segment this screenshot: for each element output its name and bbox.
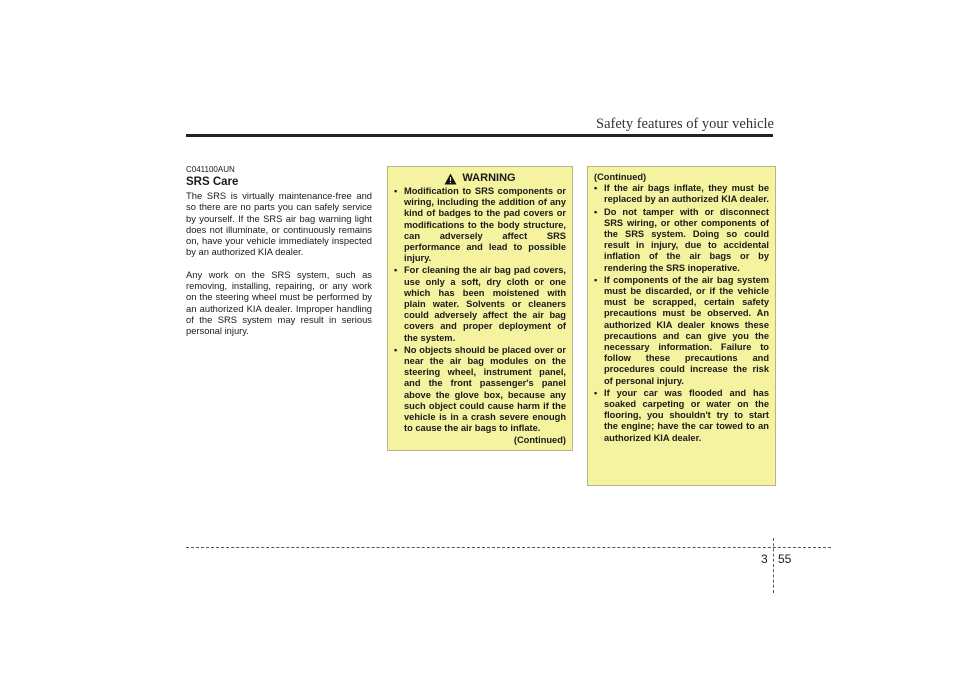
warning-list	[394, 186, 566, 434]
chapter-number: 3	[761, 552, 768, 566]
warning-item: • No objects should be placed over or near the air bag modules on the steering wheel, instrument panel, and the front passenger's panel above the glove box, because any such object could cause harm if the vehicle is in a crash severe enough to cause the air bags to inflate.	[394, 345, 566, 435]
warning-title: WARNING	[462, 172, 516, 185]
warning-item: • For cleaning the air bag pad covers, use only a soft, dry cloth or one which has been moistened with plain water. Solvents or cleaners could adversely affect the air bag covers and proper deployment of the system.	[394, 265, 566, 343]
warning-item: • If components of the air bag system must be discarded, or if the vehicle must be scrapped, certain safety precautions must be observed. An authorized KIA dealer knows these precautions and can give you the necessary information. Failure to follow these precautions and procedures could increase the risk of personal injury.	[594, 275, 769, 387]
warning-item: • If the air bags inflate, they must be replaced by an authorized KIA dealer.	[594, 183, 769, 205]
footer-rule	[186, 547, 831, 548]
header-title: Safety features of your vehicle	[596, 116, 774, 132]
section-title: SRS Care	[186, 176, 239, 188]
warning-item: • Modification to SRS components or wiring, including the addition of any kind of badges to the pad covers or modifications to the body structure, can adversely affect SRS performance and lead to possible injury.	[394, 186, 566, 264]
body-paragraph-2: Any work on the SRS system, such as removing, installing, repairing, or any work on the steering wheel must be performed by an authorized KIA dealer. Improper handling of the SRS system may result in serious personal injury.	[186, 268, 372, 337]
warning-item: • Do not tamper with or disconnect SRS wiring, or other components of the SRS system. Doing so could result in injury, due to accidental inflation of the air bags or by rendering the SRS inoperative.	[594, 207, 769, 274]
page-number: 55	[778, 552, 792, 566]
warning-box	[387, 166, 573, 451]
warning-triangle-icon	[444, 173, 457, 185]
continued-heading: (Continued)	[594, 172, 647, 182]
srs-care-section	[186, 165, 372, 348]
warning-continued-list	[594, 183, 769, 444]
warning-continued-box	[587, 166, 776, 486]
header-rule	[186, 134, 773, 137]
body-paragraph-1: The SRS is virtually maintenance-free and so there are no parts you can safely service by yourself. If the SRS air bag warning light does not illuminate, or continuously remains on, have your vehicle immediately inspected by an authorized KIA dealer.	[186, 190, 372, 258]
warning-item: • If your car was flooded and has soaked carpeting or water on the flooring, you shouldn't try to start the engine; have the car towed to an authorized KIA dealer.	[594, 388, 769, 444]
section-code: C041100AUN	[186, 165, 235, 174]
warning-header	[394, 173, 566, 185]
footer-divider	[773, 538, 774, 593]
continued-label: (Continued)	[513, 435, 566, 446]
